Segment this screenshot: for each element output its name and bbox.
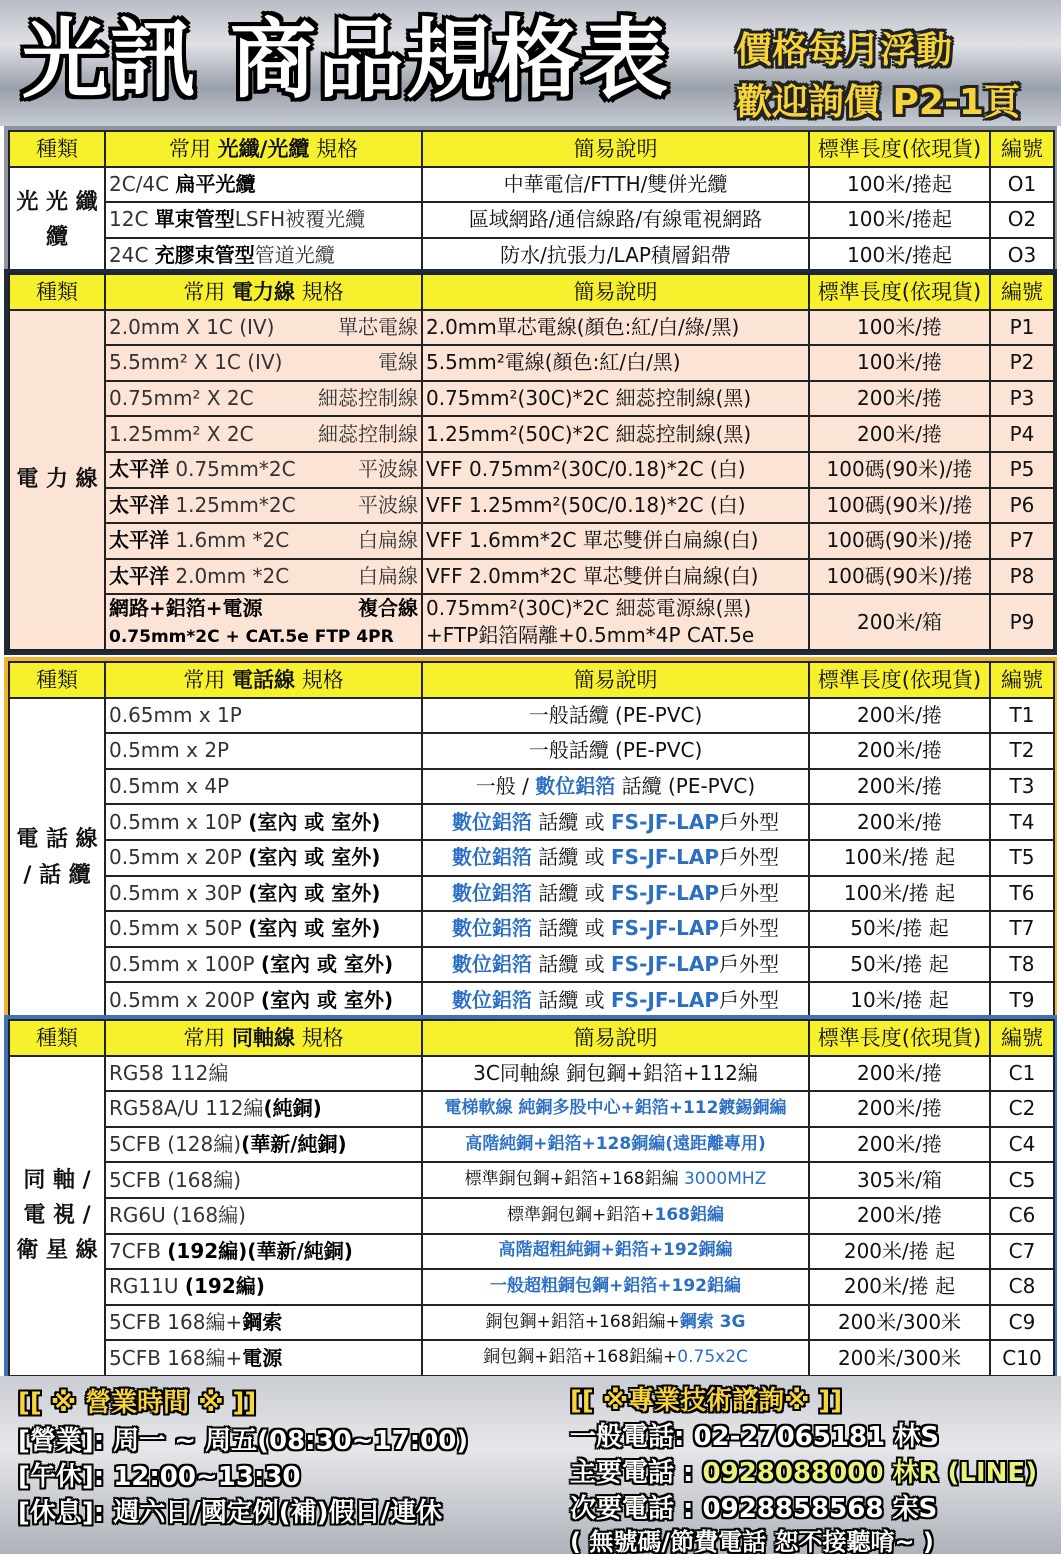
hours-title: [[ ※ 營業時間 ※ ]] [18, 1388, 257, 1418]
table-row: 5CFB (128編)(華新/純銅) 高階純銅+鋁箔+128銅編(遠距離專用) 200米/捲 C4 [9, 1127, 1054, 1163]
table-header-row [9, 131, 1054, 167]
table-row: 12C 單束管型LSFH被覆光纜 區域網路/通信線路/有線電視網路 100米/捲起 O2 [9, 202, 1054, 238]
table-row: 5CFB 168編+鋼索 銅包鋼+鋁箔+168鋁編+鋼索 3G 200米/300米 C9 [9, 1305, 1054, 1341]
table-row: 電 力 線 2.0mm X 1C (IV) 單芯電線 2.0mm單芯電線(顏色:紅/白/綠/黑) 100米/捲 P1 [9, 310, 1054, 346]
table-row: 太平洋 2.0mm *2C 白扁線 VFF 2.0mm*2C 單芯雙併白扁線(白) 100碼(90米)/捲 P8 [9, 559, 1054, 595]
table-row: 5.5mm² X 1C (IV) 電線 5.5mm²電線(顏色:紅/白/黑) 100米/捲 P2 [9, 345, 1054, 381]
price-note: 價格每月浮動 [736, 30, 953, 71]
table-row: RG6U (168編) 標準銅包鋼+鋁箔+168鋁編 200米/捲 C6 [9, 1198, 1054, 1234]
fiber-section [4, 126, 1057, 278]
tel-secondary: 次要電話 : 0928858568 宋S [570, 1494, 938, 1524]
table-row: 0.5mm x 2P 一般話纜 (PE-PVC) 200米/捲 T2 [9, 733, 1054, 769]
table-header-row: 種類 常用 同軸線 規格 簡易說明 標準長度(依現貨) 編號 [9, 1020, 1054, 1056]
category-cell: 電 話 線 / 話 纜 [9, 698, 105, 1018]
table-row: 0.5mm x 200P (室內 或 室外) 數位鋁箔 話纜 或 FS-JF-LAP戶外型 10米/捲 起 T9 [9, 982, 1054, 1018]
phone-table [8, 661, 1055, 1019]
table-row: 太平洋 0.75mm*2C 平波線 VFF 0.75mm²(30C/0.18)*2C (白) 100碼(90米)/捲 P5 [9, 452, 1054, 488]
table-row: 電 話 線 / 話 纜 0.65mm x 1P 一般話纜 (PE-PVC) 200米/捲 T1 [9, 698, 1054, 734]
table-row: 5CFB (168編) 標準銅包鋼+鋁箔+168鋁編 3000MHZ 305米/箱 C5 [9, 1162, 1054, 1198]
table-header-row: 種類 常用 電力線 規格 簡易說明 標準長度(依現貨) 編號 [9, 274, 1054, 310]
table-row: 光 光 纖 纜 2C/4C 扁平光纜 中華電信/FTTH/雙併光纜 100米/捲起 O1 [9, 167, 1054, 203]
category-cell: 同 軸 / 電 視 / 衛 星 線 [9, 1056, 105, 1376]
table-row: 太平洋 1.6mm *2C 白扁線 VFF 1.6mm*2C 單芯雙併白扁線(白) 100碼(90米)/捲 P7 [9, 523, 1054, 559]
footer-banner [0, 1376, 1061, 1554]
fiber-table [8, 130, 1055, 274]
coax-section [4, 1015, 1057, 1381]
hours-business: [營業]: 周一 ~ 周五(08:30~17:00) [18, 1426, 469, 1456]
tel-general: 一般電話: 02-27065181 林S [570, 1422, 939, 1452]
col-type: 種類 [9, 131, 105, 167]
hours-closed: [休息]: 週六日/國定例(補)假日/連休 [18, 1498, 442, 1528]
table-row: 0.5mm x 100P (室內 或 室外) 數位鋁箔 話纜 或 FS-JF-LAP戶外型 50米/捲 起 T8 [9, 947, 1054, 983]
tech-title: [[ ※專業技術諮詢※ ]] [570, 1386, 843, 1416]
header-banner [0, 0, 1061, 126]
category-cell: 電 力 線 [9, 310, 105, 651]
col-length: 標準長度(依現貨) [809, 131, 990, 167]
table-row: 同 軸 / 電 視 / 衛 星 線 RG58 112編 3C同軸線 銅包鋼+鋁箔+112編 200米/捲 C1 [9, 1056, 1054, 1092]
table-row: 1.25mm² X 2C 細蕊控制線 1.25mm²(50C)*2C 細蕊控制線(黑) 200米/捲 P4 [9, 416, 1054, 452]
table-row: 0.5mm x 20P (室內 或 室外) 數位鋁箔 話纜 或 FS-JF-LAP戶外型 100米/捲 起 T5 [9, 840, 1054, 876]
table-row: 7CFB (192編)(華新/純銅) 高階超粗純銅+鋁箔+192銅編 200米/捲 起 C7 [9, 1234, 1054, 1270]
table-row: 0.5mm x 30P (室內 或 室外) 數位鋁箔 話纜 或 FS-JF-LAP戶外型 100米/捲 起 T6 [9, 876, 1054, 912]
power-section [4, 269, 1057, 655]
coax-table [8, 1019, 1055, 1377]
phone-section [4, 657, 1057, 1023]
col-code: 編號 [990, 131, 1054, 167]
table-row: RG58A/U 112編(純銅) 電梯軟線 純銅多股中心+鋁箔+112鍍錫銅編 200米/捲 C2 [9, 1091, 1054, 1127]
tel-main: 主要電話 : 0928088000 林R (LINE) [570, 1458, 1038, 1488]
page-title: 光訊 商品規格表 [22, 10, 670, 110]
power-table [8, 273, 1055, 651]
hours-lunch: [午休]: 12:00~13:30 [18, 1462, 301, 1492]
col-spec: 常用 光纖/光纜 規格 [105, 131, 422, 167]
col-desc: 簡易說明 [422, 131, 809, 167]
inquiry-note: 歡迎詢價 P2-1頁 [736, 82, 1020, 123]
tel-note: ( 無號碼/節費電話 恕不接聽唷~ ) [570, 1528, 934, 1554]
table-row: RG11U (192編) 一般超粗銅包鋼+鋁箔+192鋁編 200米/捲 起 C8 [9, 1269, 1054, 1305]
table-header-row: 種類 常用 電話線 規格 簡易說明 標準長度(依現貨) 編號 [9, 662, 1054, 698]
category-cell: 光 光 纖 纜 [9, 167, 105, 274]
table-row: 網路+鋁箔+電源 複合線 0.75mm*2C + CAT.5e FTP 4PR 0.75mm²(30C)*2C 細蕊電源線(黑) +FTP鋁箔隔離+0.5mm*4P CAT.5e 200米/箱 P9 [9, 594, 1054, 650]
table-row: 0.5mm x 50P (室內 或 室外) 數位鋁箔 話纜 或 FS-JF-LAP戶外型 50米/捲 起 T7 [9, 911, 1054, 947]
table-row: 太平洋 1.25mm*2C 平波線 VFF 1.25mm²(50C/0.18)*2C (白) 100碼(90米)/捲 P6 [9, 488, 1054, 524]
table-row: 0.75mm² X 2C 細蕊控制線 0.75mm²(30C)*2C 細蕊控制線(黑) 200米/捲 P3 [9, 381, 1054, 417]
table-row: 0.5mm x 10P (室內 或 室外) 數位鋁箔 話纜 或 FS-JF-LAP戶外型 200米/捲 T4 [9, 804, 1054, 840]
table-row: 0.5mm x 4P 一般 / 數位鋁箔 話纜 (PE-PVC) 200米/捲 T3 [9, 769, 1054, 805]
table-row: 5CFB 168編+電源 銅包鋼+鋁箔+168鋁編+0.75x2C 200米/300米 C10 [9, 1340, 1054, 1376]
table-row: 24C 充膠束管型管道光纜 防水/抗張力/LAP積層鋁帶 100米/捲起 O3 [9, 238, 1054, 274]
